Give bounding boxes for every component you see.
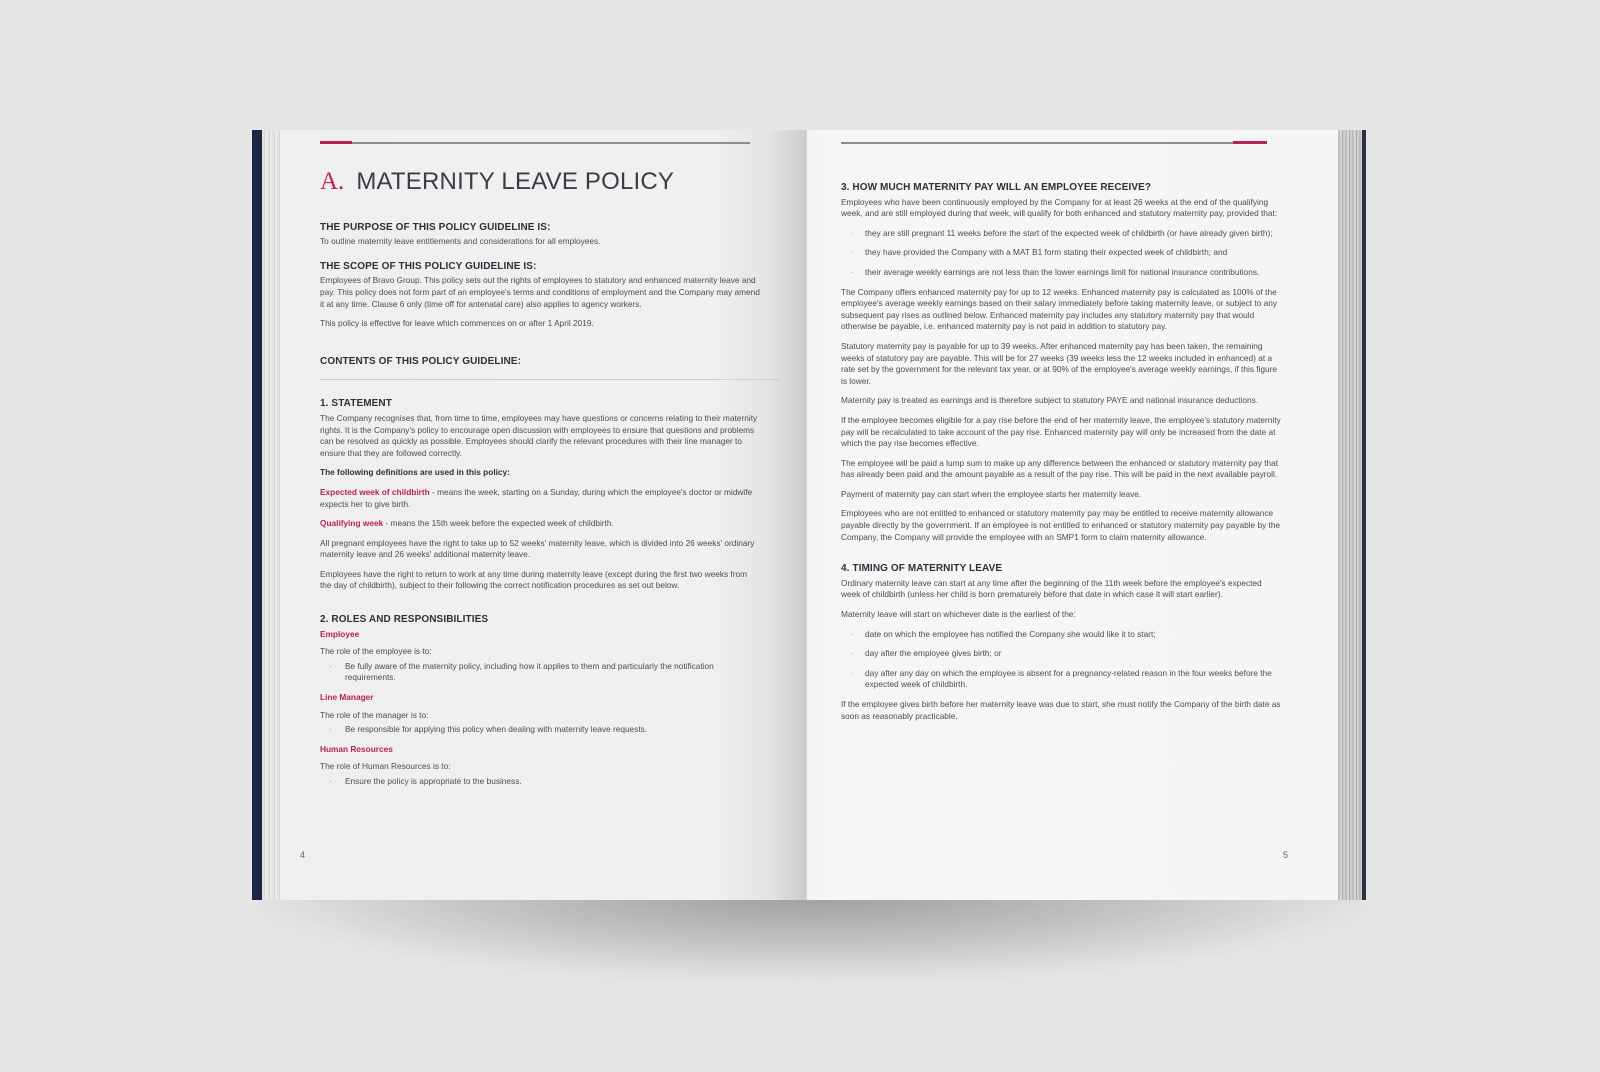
- employee-list: [320, 661, 760, 684]
- scope-heading: THE SCOPE OF THIS POLICY GUIDELINE IS:: [320, 260, 537, 272]
- right-page-edges: [1338, 130, 1362, 900]
- list-item: · they have provided the Company with a MAT B1 form stating their expected week of childbirth; and: [841, 247, 1281, 259]
- allowance-text: Employees who are not entitled to enhanced or statutory maternity pay may be entitled to receive maternity allowance payable directly by the government. If an employee is not entitled to enhanced or statutory maternity pay payable by the Company, the Company will provide the employee with an SMP1 form to claim maternity allowance.: [841, 508, 1281, 542]
- title-text: MATERNITY LEAVE POLICY: [356, 168, 675, 195]
- right-page: [806, 130, 1338, 900]
- timing-text: Ordinary maternity leave can start at any time after the beginning of the 11th week before the employee's expected week of childbirth (unless her child is born prematurely before that date in which case it will start earlier).: [841, 577, 1262, 600]
- list-item: · day after any day on which the employee is absent for a pregnancy-related reason in the four weeks before the expected week of childbirth.: [841, 668, 1281, 691]
- list-item: · Be fully aware of the maternity policy, including how it applies to them and particularly the notification requirements.: [320, 661, 760, 684]
- effective-text: This policy is effective for leave which commences on or after 1 April 2019.: [320, 318, 594, 329]
- definition-qualifying-week: [320, 518, 760, 530]
- manager-subheading: Line Manager: [320, 692, 374, 703]
- purpose-text: To outline maternity leave entitlements and considerations for all employees.: [320, 236, 601, 247]
- pay-intro: Employees who have been continuously employed by the Company for at least 26 weeks at the end of the qualifying week, and are still employed during that week, will qualify for both enhanced and statutory maternity pay, provided that:: [841, 196, 1278, 219]
- definition-term: Expected week of childbirth: [320, 486, 430, 497]
- back-cover-edge: [252, 130, 262, 900]
- timing-heading: 4. TIMING OF MATERNITY LEAVE: [841, 563, 1003, 575]
- top-rule: [841, 142, 1267, 144]
- page-number: 5: [1283, 850, 1289, 860]
- open-booklet: [252, 130, 1366, 900]
- timing-list: [841, 629, 1281, 691]
- hr-intro: The role of Human Resources is to:: [320, 761, 451, 772]
- right-page-content: [841, 182, 1281, 730]
- employee-intro: The role of the employee is to:: [320, 646, 432, 657]
- manager-intro: The role of the manager is to:: [320, 709, 429, 720]
- list-item: · they are still pregnant 11 weeks before the start of the expected week of childbirth (or have already given birth);: [841, 228, 1281, 240]
- earliest-intro: Maternity leave will start on whichever date is the earliest of the:: [841, 609, 1076, 620]
- left-page-content: [320, 168, 760, 796]
- hr-subheading: Human Resources: [320, 743, 393, 754]
- definition-term: Qualifying week: [320, 518, 384, 529]
- list-item: · day after the employee gives birth; or: [841, 648, 1281, 660]
- page-title: [320, 168, 760, 195]
- top-rule-accent: [320, 141, 352, 144]
- roles-heading: 2. ROLES AND RESPONSIBILITIES: [320, 614, 489, 626]
- definition-expected-week: [320, 487, 760, 510]
- statutory-pay-text: Statutory maternity pay is payable for up to 39 weeks. After enhanced maternity pay has been taken, the remaining weeks of statutory pay are payable. This will be for 27 weeks (39 weeks less the 12 weeks included in enhanced) at a rate set by the government for the relevant tax year, or at 90% of the employee's average weekly earnings, if this figure is lower.: [841, 340, 1278, 386]
- pay-conditions-list: [841, 228, 1281, 279]
- list-item: · Be responsible for applying this policy when dealing with maternity leave requests.: [320, 724, 760, 736]
- page-number: 4: [300, 850, 306, 860]
- enhanced-pay-text: The Company offers enhanced maternity pay for up to 12 weeks. Enhanced maternity pay is calculated as 100% of the employee's average weekly earnings based on their salary immediately before taking maternity leave, or subject to any subsequent pay rises as outlined below. Enhanced maternity pay includes any statutory maternity pay that would otherwise be payable, i.e. enhanced maternity pay is not paid in addition to statutory pay.: [841, 286, 1278, 332]
- contents-divider: [320, 379, 780, 380]
- list-item: · Ensure the policy is appropriate to the business.: [320, 776, 760, 788]
- hr-list: [320, 776, 760, 788]
- book-shadow: [262, 888, 1362, 978]
- lump-sum-text: The employee will be paid a lump sum to make up any difference between the enhanced or statutory maternity pay that has already been paid and the amount payable as a result of the pay rise. This will be paid in the next available payroll.: [841, 457, 1279, 480]
- section-letter: A.: [320, 168, 345, 195]
- definition-text: - means the 15th week before the expected week of childbirth.: [383, 518, 614, 529]
- contents-heading: CONTENTS OF THIS POLICY GUIDELINE:: [320, 355, 522, 367]
- definitions-intro: The following definitions are used in this policy:: [320, 467, 510, 478]
- manager-list: [320, 724, 760, 736]
- left-page: [280, 130, 806, 900]
- purpose-heading: THE PURPOSE OF THIS POLICY GUIDELINE IS:: [320, 221, 551, 233]
- top-rule: [320, 142, 750, 144]
- pay-rise-text: If the employee becomes eligible for a pay rise before the end of her maternity leave, the employee's statutory maternity pay will be recalculated to take account of the pay rise. Enhanced maternity pay will only be increased from the date at which the pay rise becomes effective.: [841, 414, 1281, 449]
- employee-subheading: Employee: [320, 628, 360, 639]
- top-rule-accent: [1233, 141, 1267, 144]
- start-pay-text: Payment of maternity pay can start when the employee starts her maternity leave.: [841, 488, 1142, 499]
- paye-text: Maternity pay is treated as earnings and is therefore subject to statutory PAYE and national insurance deductions.: [841, 395, 1259, 406]
- front-cover-edge: [1362, 130, 1366, 900]
- list-item: · date on which the employee has notified the Company she would like it to start;: [841, 629, 1281, 641]
- notify-text: If the employee gives birth before her maternity leave was due to start, she must notify the Company of the birth date as soon as reasonably practicable.: [841, 699, 1281, 721]
- return-text: Employees have the right to return to work at any time during maternity leave (except during the first two weeks from the day of childbirth), subject to their following the correct notification procedures as set out below.: [320, 568, 748, 591]
- left-page-edges: [262, 130, 280, 900]
- scope-text: Employees of Bravo Group. This policy sets out the rights of employees to statutory and enhanced maternity leave and pay. This policy does not form part of an employee's terms and conditions of employment and the Company may amend it at any time. Clause 6 only (time off for antenatal care) also applies to agency workers.: [320, 275, 760, 309]
- list-item: · their average weekly earnings are not less than the lower earnings limit for national insurance contributions.: [841, 267, 1281, 279]
- statement-text: The Company recognises that, from time to time, employees may have questions or concerns relating to their maternity rights. It is the Company's policy to encourage open discussion with employees to ensure that questions and problems can be resolved as quickly as possible. Employees should clarify the relevant procedures with their line manager to ensure that they are followed correctly.: [320, 412, 758, 458]
- statement-heading: 1. STATEMENT: [320, 398, 392, 410]
- pay-heading: 3. HOW MUCH MATERNITY PAY WILL AN EMPLOYEE RECEIVE?: [841, 182, 1152, 193]
- leave-text: All pregnant employees have the right to take up to 52 weeks' maternity leave, which is divided into 26 weeks' ordinary maternity leave and 26 weeks' additional maternity leave.: [320, 537, 755, 560]
- definition-text: - means the week, starting on a Sunday, during which the employee's doctor or midwife expects her to give birth.: [320, 486, 753, 509]
